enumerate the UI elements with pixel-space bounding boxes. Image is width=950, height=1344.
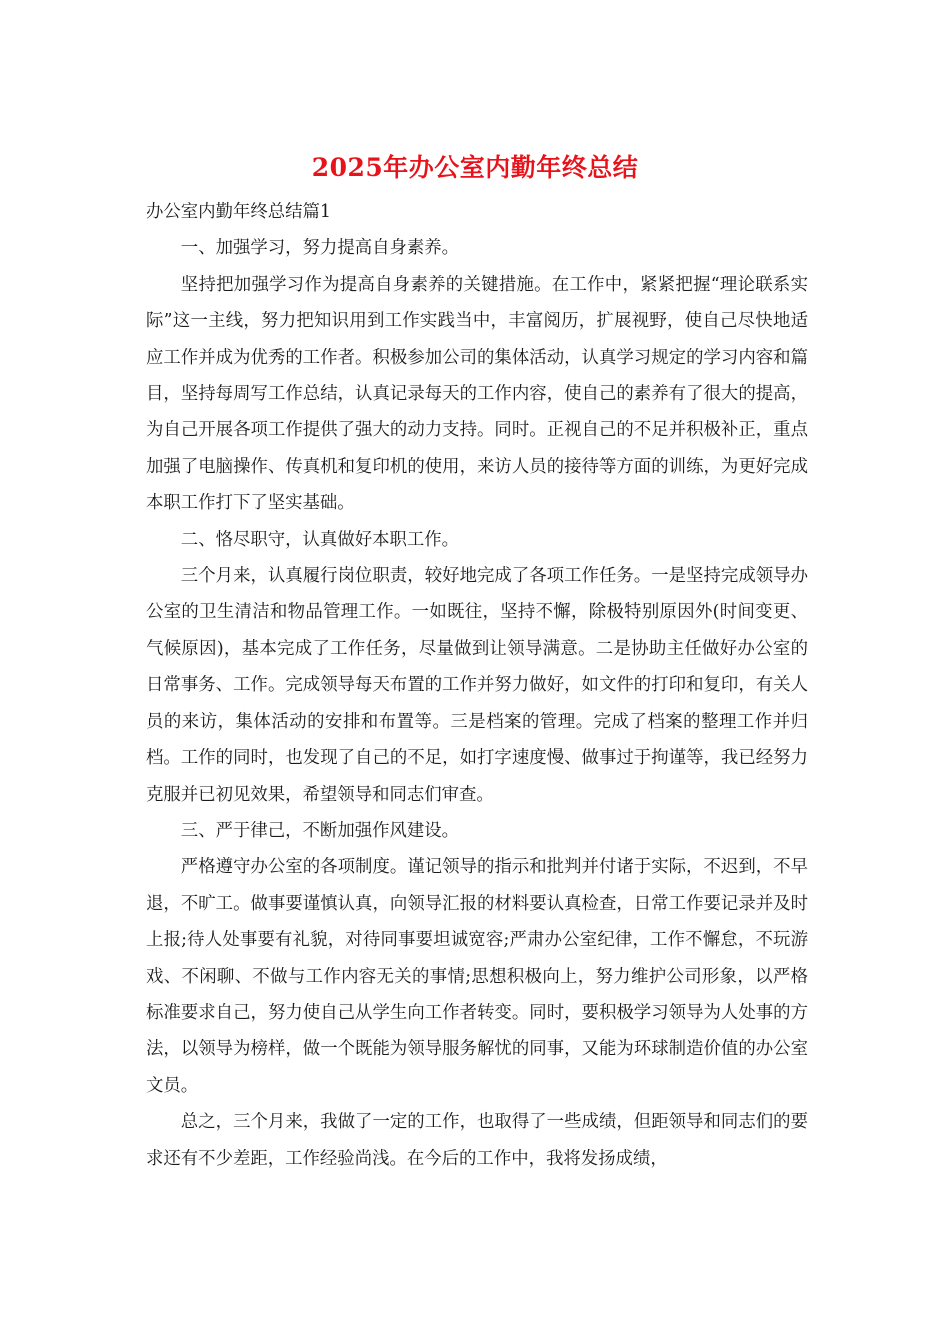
document-body: [146, 194, 808, 1177]
paragraph-1: 坚持把加强学习作为提高自身素养的关键措施。在工作中，紧紧把握“理论联系实际”这一主线，努力把知识用到工作实践当中，丰富阅历，扩展视野，使自己尽快地适应工作并成为优秀的工作者。积极参加公司的集体活动，认真学习规定的学习内容和篇目，坚持每周写工作总结，认真记录每天的工作内容，使自己的素养有了很大的提高，为自己开展各项工作提供了强大的动力支持。同时。正视自己的不足并积极补正，重点加强了电脑操作、传真机和复印机的使用，来访人员的接待等方面的训练，为更好完成本职工作打下了坚实基础。: [146, 274, 808, 514]
subheading-3: 三、严于律己，不断加强作风建设。: [180, 820, 460, 841]
subheading-2: 二、恪尽职守，认真做好本职工作。: [180, 529, 460, 550]
paragraph-4: 总之，三个月来，我做了一定的工作，也取得了一些成绩，但距领导和同志们的要求还有不少差距，工作经验尚浅。在今后的工作中，我将发扬成绩，: [146, 1112, 808, 1169]
subheading-1: 一、加强学习，努力提高自身素养。: [180, 238, 460, 259]
section-heading: 办公室内勤年终总结篇1: [146, 202, 331, 222]
document-title: 2025年办公室内勤年终总结: [311, 153, 639, 182]
paragraph-3: 严格遵守办公室的各项制度。谨记领导的指示和批判并付诸于实际，不迟到，不早退，不旷工。做事要谨慎认真，向领导汇报的材料要认真检查，日常工作要记录并及时上报;待人处事要有礼貌，对待同事要坦诚宽容;严肃办公室纪律，工作不懈怠，不玩游戏、不闲聊、不做与工作内容无关的事情;思想积极向上，努力维护公司形象，以严格标准要求自己，努力使自己从学生向工作者转变。同时，要积极学习领导为人处事的方法，以领导为榜样，做一个既能为领导服务解忧的同事，又能为环球制造价值的办公室文员。: [146, 857, 808, 1096]
paragraph-2: 三个月来，认真履行岗位职责，较好地完成了各项工作任务。一是坚持完成领导办公室的卫生清洁和物品管理工作。一如既往，坚持不懈，除极特别原因外(时间变更、气候原因)，基本完成了工作任务，尽量做到让领导满意。二是协助主任做好办公室的日常事务、工作。完成领导每天布置的工作并努力做好，如文件的打印和复印，有关人员的来访，集体活动的安排和布置等。三是档案的管理。完成了档案的整理工作并归档。工作的同时，也发现了自己的不足，如打字速度慢、做事过于拘谨等，我已经努力克服并已初见效果，希望领导和同志们审查。: [146, 566, 808, 805]
